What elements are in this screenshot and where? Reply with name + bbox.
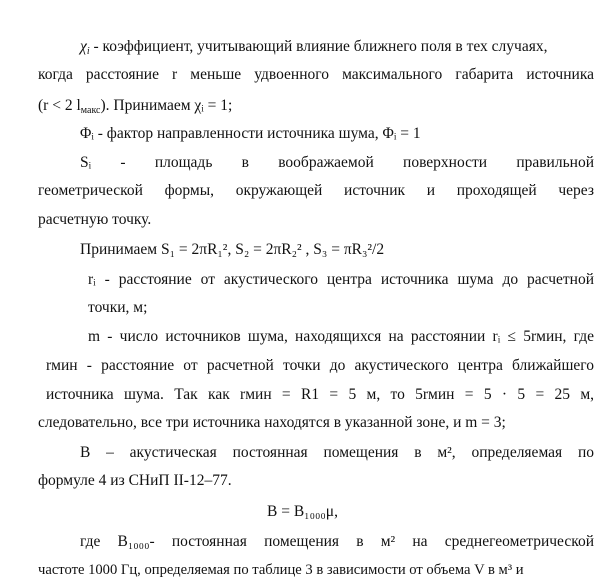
phi-line: Φᵢ - фактор направленности источника шума, Φᵢ = 1 [80, 125, 421, 142]
chi-line-1: χi - коэффициент, учитывающий влияние ближнего поля в тех случаях, [80, 38, 548, 57]
chi-subscript: макс [80, 105, 101, 116]
m-line-1: m - число источников шума, находящихся на расстоянии rᵢ ≤ 5rмин, где [88, 328, 594, 345]
s-line-1: Sᵢ - площадь в воображаемой поверхности правильной [80, 154, 594, 171]
chi-line-2: когда расстояние r меньше удвоенного максимального габарита источника [38, 66, 594, 83]
formula-line: B = B₁₀₀₀μ, [267, 503, 338, 520]
chi-accept: ). Принимаем χᵢ = 1; [100, 97, 233, 114]
m-line-4: следовательно, все три источника находятся в указанной зоне, и m = 3; [38, 414, 506, 431]
b1000-line-1: где B₁₀₀₀- постоянная помещения в м² на среднегеометрической [80, 533, 594, 550]
m-line-2: rмин - расстояние от расчетной точки до акустического центра ближайшего [46, 357, 594, 374]
s-line-2: геометрической формы, окружающей источник и проходящей через [38, 182, 594, 199]
chi-condition: (r < 2 l [38, 97, 81, 114]
ri-line-2: точки, м; [88, 299, 148, 316]
s-line-3: расчетную точку. [38, 211, 152, 228]
b-line-1: B – акустическая постоянная помещения в м², определяемая по [80, 444, 594, 461]
b-line-2: формуле 4 из СНиП II-12–77. [38, 472, 232, 489]
chi-text: - коэффициент, учитывающий влияние ближнего поля в тех случаях, [89, 38, 548, 55]
accept-formula-line: Принимаем S₁ = 2πR₁², S₂ = 2πR₂² , S₃ = πR₃²/2 [80, 241, 385, 258]
m-line-3: источника шума. Так как rмин = R1 = 5 м, то 5rмин = 5 · 5 = 25 м, [46, 386, 594, 403]
b1000-line-2: частоте 1000 Гц, определяемая по таблице 3 в зависимости от объема V в м³ и [38, 562, 524, 578]
ri-line-1: rᵢ - расстояние от акустического центра источника шума до расчетной [88, 271, 594, 288]
chi-line-3 [38, 96, 232, 121]
